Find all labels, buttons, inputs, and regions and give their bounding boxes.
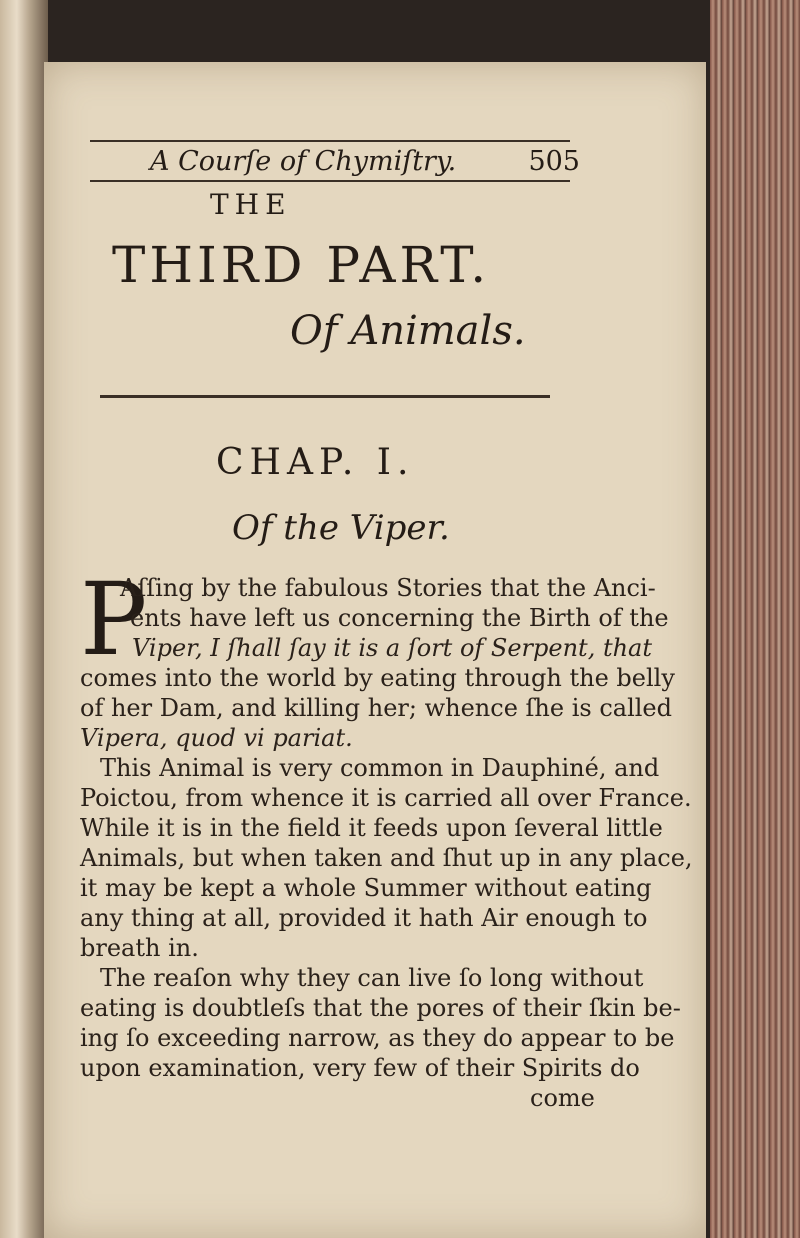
scan-right-edge <box>710 0 800 1238</box>
top-rule <box>90 140 570 142</box>
text-line: While it is in the field it feeds upon ſeveral little <box>80 814 663 842</box>
text-line: The reaſon why they can live ſo long without <box>100 964 644 992</box>
text-line: Animals, but when taken and ſhut up in any place, <box>80 844 693 872</box>
text-line: ents have left us concerning the Birth of the <box>130 604 669 632</box>
drop-cap: P <box>80 561 148 678</box>
section-rule <box>100 395 550 398</box>
text-line: ing ſo exceeding narrow, as they do appear to be <box>80 1024 675 1052</box>
text-line: Aſſing by the fabulous Stories that the Anci- <box>120 574 656 602</box>
text-line: Vipera, quod vi pariat. <box>80 724 353 752</box>
running-head-title: A Courſe of Chymiſtry. <box>150 146 457 177</box>
text-line: Poictou, from whence it is carried all over France. <box>80 784 692 812</box>
text-line: any thing at all, provided it hath Air enough to <box>80 904 648 932</box>
text-line: Viper, I ſhall ſay it is a ſort of Serpent, that <box>132 634 653 662</box>
scan-left-edge <box>0 0 48 1238</box>
heading-third-part: THIRD PART. <box>112 236 491 294</box>
text-line: comes into the world by eating through the belly <box>80 664 675 692</box>
heading-of-animals: Of Animals. <box>290 308 526 354</box>
text-line: eating is doubtleſs that the pores of their ſkin be- <box>80 994 681 1022</box>
text-line: upon examination, very few of their Spirits do <box>80 1054 640 1082</box>
chapter-heading: CHAP. I. <box>216 442 415 483</box>
text-line: of her Dam, and killing her; whence ſhe is called <box>80 694 672 722</box>
running-head-rule <box>90 180 570 182</box>
running-head <box>150 146 580 177</box>
heading-the: THE <box>210 188 292 221</box>
text-line: breath in. <box>80 934 199 962</box>
text-line: This Animal is very common in Dauphiné, and <box>100 754 660 782</box>
text-line: it may be kept a whole Summer without eating <box>80 874 652 902</box>
page-number: 505 <box>528 146 580 177</box>
catchword: come <box>530 1084 595 1112</box>
chapter-title: Of the Viper. <box>232 508 450 548</box>
